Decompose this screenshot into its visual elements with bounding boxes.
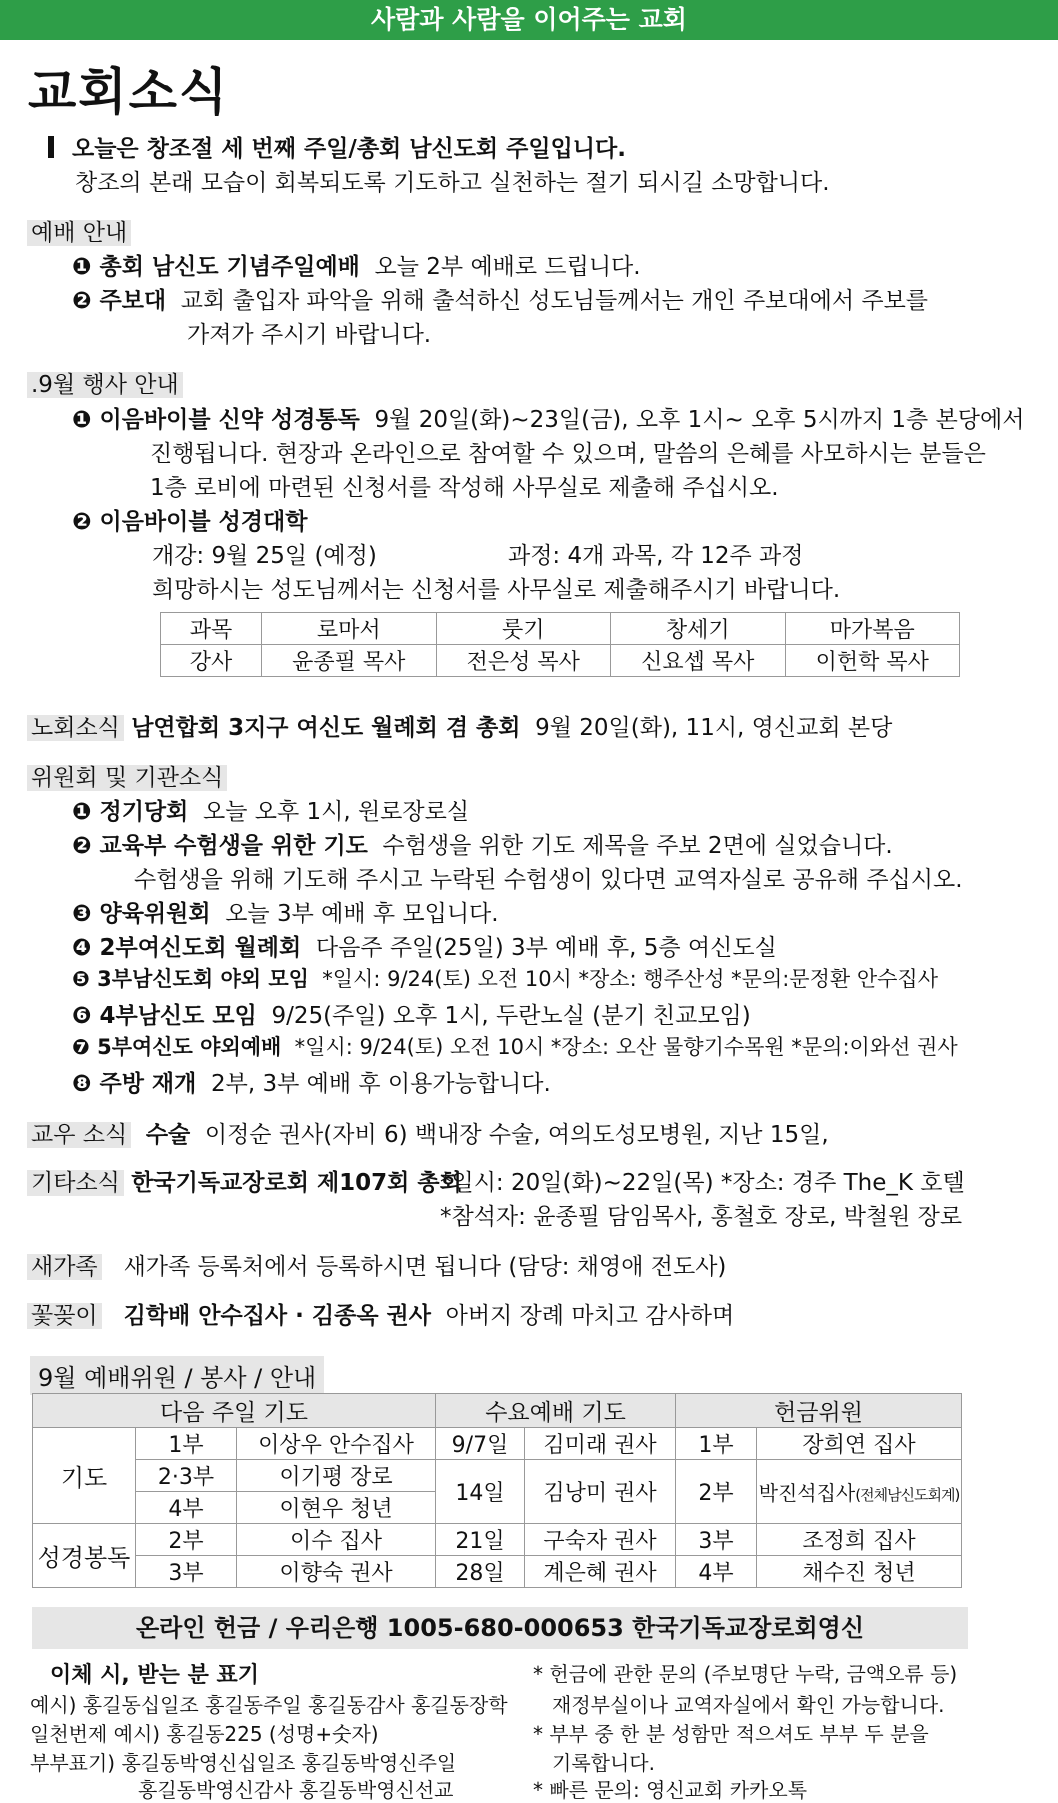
intro-line2: 창조의 본래 모습이 회복되도록 기도하고 실천하는 절기 되시길 소망합니다. (75, 170, 830, 196)
news-text: 새가족 등록처에서 등록하시면 됩니다 (담당: 채영애 전도사) (123, 1254, 727, 1280)
section-heading: 새가족 (27, 1254, 102, 1280)
item-text: 9월 20일(화)~23일(금), 오후 1시~ 오후 5시까지 1층 본당에서 (374, 407, 1025, 433)
table-cell: 강사 (161, 645, 262, 677)
page-title: 교회소식 (28, 62, 230, 121)
cell-note: (전체남신도회계) (855, 1486, 960, 1504)
table-cell: 채수진 청년 (757, 1556, 962, 1588)
table-row (161, 613, 960, 645)
intro-line1 (48, 130, 626, 163)
worship-item-2-cont: 가져가 주시기 바랍니다. (187, 322, 432, 348)
section-heading: 위원회 및 기관소식 (27, 765, 227, 791)
new-family (27, 1248, 726, 1281)
table-cell: 1부 (136, 1428, 237, 1460)
section-heading: 꽃꽂이 (27, 1303, 102, 1329)
offering-right-2: 재정부실이나 교역자실에서 확인 가능합니다. (552, 1693, 945, 1717)
item-text: 다음주 주일(25일) 3부 예배 후, 5층 여신도실 (315, 935, 777, 961)
news-label: 수술 (145, 1122, 191, 1148)
table-cell: 2부 (676, 1460, 757, 1524)
table-cell: 구숙자 권사 (525, 1524, 676, 1556)
table-cell: 기도 (33, 1428, 136, 1524)
offering-left-1: 예시) 홍길동십일조 홍길동주일 홍길동감사 홍길동장학 (30, 1693, 508, 1717)
table-cell: 이헌학 목사 (785, 645, 960, 677)
news-text: 9월 20일(화), 11시, 영신교회 본당 (535, 715, 893, 741)
committee-item (72, 1031, 958, 1061)
item-label: ❽ 주방 재개 (72, 1071, 197, 1097)
item-text: 오늘 오후 1시, 원로장로실 (202, 799, 470, 825)
table-cell: 28일 (436, 1556, 525, 1588)
events-item-1-cont: 진행됩니다. 현장과 온라인으로 참여할 수 있으며, 말씀의 은혜를 사모하시는 분들은 (150, 441, 986, 467)
item-label: ❸ 양육위원회 (72, 901, 211, 927)
bullet-bar-icon (48, 136, 54, 158)
worship-item-2 (72, 282, 928, 315)
table-row (33, 1428, 962, 1460)
table-cell: 3부 (136, 1556, 237, 1588)
table-cell: 21일 (436, 1524, 525, 1556)
offering-right-4: 기록합니다. (552, 1751, 655, 1775)
item-label: ❷ 이음바이블 성경대학 (72, 509, 308, 535)
worship-item-1 (72, 248, 641, 281)
table-cell: 로마서 (262, 613, 437, 645)
intro-text: 오늘은 창조절 세 번째 주일/총회 남신도회 주일입니다. (72, 136, 626, 162)
table-cell: 이현우 청년 (237, 1492, 436, 1524)
table-cell: 성경봉독 (33, 1524, 136, 1588)
offering-right-1: * 헌금에 관한 문의 (주보명단 누락, 금액오류 등) (533, 1662, 958, 1686)
item-label: ❶ 총회 남신도 기념주일예배 (72, 254, 360, 280)
table-cell: 창세기 (611, 613, 786, 645)
schedule-table (32, 1393, 962, 1588)
offering-left-3: 부부표기) 홍길동박영신십일조 홍길동박영신주일 (30, 1751, 457, 1775)
table-cell: 9/7일 (436, 1428, 525, 1460)
table-cell: 1부 (676, 1428, 757, 1460)
table-cell: 3부 (676, 1524, 757, 1556)
committee-item (72, 997, 751, 1030)
table-cell: 전은성 목사 (436, 645, 611, 677)
events-item-2 (72, 503, 307, 536)
table-cell: 이수 집사 (237, 1524, 436, 1556)
item-text: 9/25(주일) 오후 1시, 두란노실 (분기 친교모임) (271, 1003, 751, 1029)
table-row (33, 1524, 962, 1556)
table-cell: 4부 (136, 1492, 237, 1524)
table-cell: 윤종필 목사 (262, 645, 437, 677)
other-news-text1: *일시: 20일(화)~22일(목) *장소: 경주 The_K 호텔 (440, 1170, 965, 1196)
news-text: 아버지 장례 마치고 감사하며 (445, 1303, 735, 1329)
section-heading: 노회소식 (27, 715, 124, 741)
table-cell: 이기평 장로 (237, 1460, 436, 1492)
item-text: *일시: 9/24(토) 오전 10시 *장소: 행주산성 *문의:문정환 안수집사 (322, 967, 938, 991)
item-label: ❷ 주보대 (72, 288, 167, 314)
table-cell (757, 1428, 962, 1460)
table-cell: 조정희 집사 (757, 1524, 962, 1556)
table-cell: 4부 (676, 1556, 757, 1588)
schedule-title: 9월 예배위원 / 봉사 / 안내 (30, 1356, 324, 1395)
committee-item (72, 895, 499, 928)
cell-text: 박진석집사 (758, 1481, 856, 1505)
table-cell: 2·3부 (136, 1460, 237, 1492)
item-text: 수험생을 위한 기도 제목을 주보 2면에 실었습니다. (382, 833, 893, 859)
table-cell: 김낭미 권사 (525, 1460, 676, 1524)
item-text: 2부, 3부 예배 후 이용가능합니다. (211, 1071, 551, 1097)
table-cell: 마가복음 (785, 613, 960, 645)
item-text: 교회 출입자 파악을 위해 출석하신 성도님들께서는 개인 주보대에서 주보를 (180, 288, 929, 314)
table-cell: 14일 (436, 1460, 525, 1524)
item-label: ❻ 4부남신도 모임 (72, 1003, 257, 1029)
item-text: 오늘 3부 예배 후 모입니다. (225, 901, 499, 927)
table-row (33, 1556, 962, 1588)
offering-left-title: 이체 시, 받는 분 표기 (50, 1663, 260, 1688)
table-cell: 2부 (136, 1524, 237, 1556)
news-text: 이정순 권사(자비 6) 백내장 수술, 여의도성모병원, 지난 15일, (204, 1122, 829, 1148)
member-news (27, 1116, 829, 1149)
committee-item-cont: 수험생을 위해 기도해 주시고 누락된 수험생이 있다면 교역자실로 공유해 주십시오. (134, 867, 963, 893)
table-row (33, 1394, 962, 1428)
news-title: 한국기독교장로회 제107회 총회 (131, 1170, 462, 1196)
committee-item (72, 963, 938, 993)
events-item-1-cont2: 1층 로비에 마련된 신청서를 작성해 사무실로 제출해 주십시오. (150, 475, 779, 501)
offering-right-3: * 부부 중 한 분 성함만 적으셔도 부부 두 분을 (533, 1722, 929, 1746)
section-heading: 예배 안내 (27, 220, 131, 246)
presbytery-news (27, 709, 892, 742)
item-text: *일시: 9/24(토) 오전 10시 *장소: 오산 물향기수목원 *문의:이와선 권사 (294, 1035, 958, 1059)
item-label: ❺ 3부남신도회 야외 모임 (72, 967, 309, 991)
item-label: ❷ 교육부 수험생을 위한 기도 (72, 833, 368, 859)
committee-heading (27, 759, 227, 792)
table-cell: 이상우 안수집사 (237, 1428, 436, 1460)
offering-banner: 온라인 헌금 / 우리은행 1005-680-000653 한국기독교장로회영신 (32, 1607, 968, 1649)
top-banner: 사람과 사람을 이어주는 교회 (0, 0, 1058, 40)
table-header: 다음 주일 기도 (33, 1394, 436, 1428)
table-row (161, 645, 960, 677)
table-header: 헌금위원 (676, 1394, 962, 1428)
events-item-2-open: 개강: 9월 25일 (예정) (152, 543, 377, 569)
committee-item (72, 1065, 551, 1098)
committee-item (72, 793, 469, 826)
table-cell: 과목 (161, 613, 262, 645)
table-cell: 이향숙 권사 (237, 1556, 436, 1588)
item-label: ❼ 5부여신도 야외예배 (72, 1035, 282, 1059)
table-header: 수요예배 기도 (436, 1394, 676, 1428)
worship-heading (27, 214, 131, 247)
item-label: ❹ 2부여신도회 월례회 (72, 935, 302, 961)
other-news (27, 1164, 462, 1197)
item-label: ❶ 이음바이블 신약 성경통독 (72, 407, 360, 433)
table-cell: 룻기 (436, 613, 611, 645)
news-title: 남연합회 3지구 여신도 월례회 겸 총회 (131, 715, 521, 741)
table-cell: 김미래 권사 (525, 1428, 676, 1460)
news-title: 김학배 안수집사 · 김종옥 권사 (123, 1303, 431, 1329)
offering-left-4: 홍길동박영신감사 홍길동박영신선교 (138, 1778, 454, 1802)
events-item-2-text: 희망하시는 성도님께서는 신청서를 사무실로 제출해주시기 바랍니다. (152, 577, 841, 603)
section-heading: .9월 행사 안내 (27, 372, 183, 398)
table-cell: 계은혜 권사 (525, 1556, 676, 1588)
subjects-table (160, 612, 960, 677)
section-heading: 교우 소식 (27, 1122, 131, 1148)
events-heading (27, 366, 183, 399)
flowers (27, 1297, 734, 1330)
other-news-text2: *참석자: 윤종필 담임목사, 홍철호 장로, 박철원 장로 (440, 1204, 963, 1230)
cell-text: 장희연 집사 (802, 1433, 916, 1458)
committee-item (72, 827, 893, 860)
item-label: ❶ 정기당회 (72, 799, 189, 825)
offering-right-5: * 빠른 문의: 영신교회 카카오톡 (533, 1778, 808, 1802)
committee-item (72, 929, 777, 962)
events-item-1 (72, 401, 1024, 434)
events-item-2-course: 과정: 4개 과목, 각 12주 과정 (508, 543, 804, 569)
offering-left-2: 일천번제 예시) 홍길동225 (성명+숫자) (30, 1722, 379, 1746)
table-cell: 신요셉 목사 (611, 645, 786, 677)
item-text: 오늘 2부 예배로 드립니다. (374, 254, 641, 280)
table-cell (757, 1460, 962, 1524)
section-heading: 기타소식 (27, 1170, 124, 1196)
table-row (33, 1460, 962, 1492)
